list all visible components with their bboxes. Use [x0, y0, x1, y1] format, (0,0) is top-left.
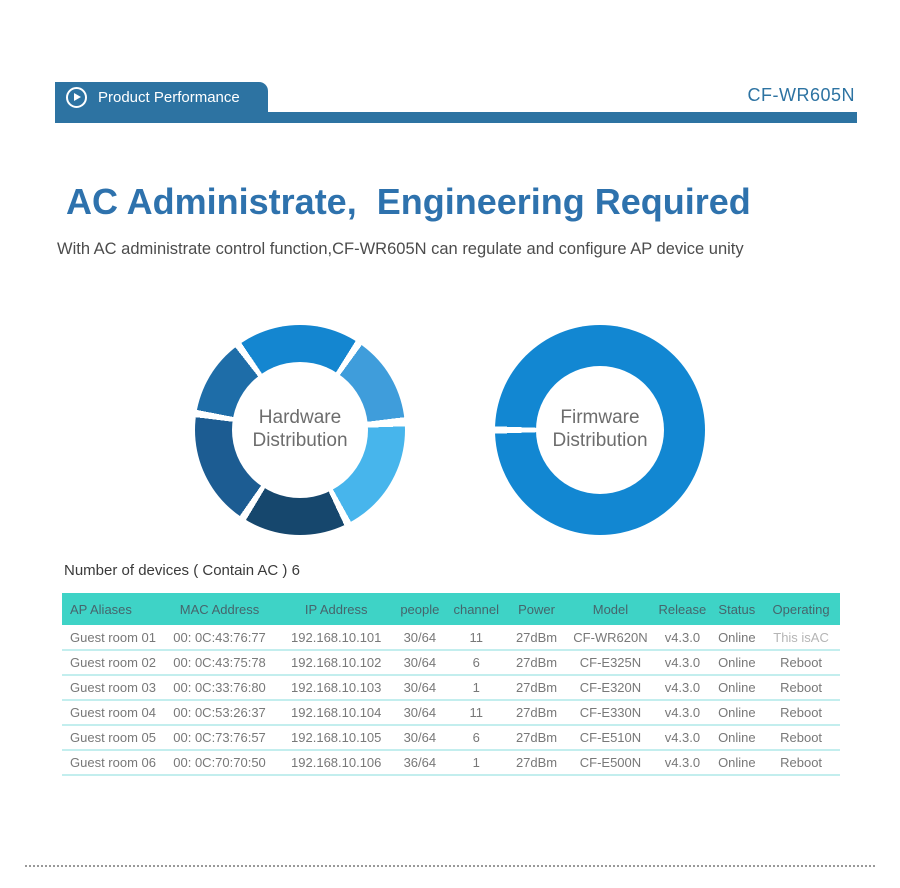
reboot-action[interactable]: Reboot — [762, 750, 840, 775]
table-cell: 00: 0C:43:75:78 — [159, 650, 280, 675]
donut-hole — [536, 366, 664, 494]
table-cell: Online — [712, 650, 763, 675]
table-cell: v4.3.0 — [653, 750, 711, 775]
table-cell: 6 — [447, 725, 505, 750]
table-cell: CF-E330N — [568, 700, 654, 725]
table-cell: 192.168.10.105 — [280, 725, 393, 750]
table-cell: Guest room 05 — [62, 725, 159, 750]
table-cell: 192.168.10.103 — [280, 675, 393, 700]
table-cell: 30/64 — [393, 700, 447, 725]
column-header-operating: Operating — [762, 593, 840, 625]
page-subtitle: With AC administrate control function,CF-WR605N can regulate and configure AP device unity — [57, 240, 744, 258]
play-icon — [66, 87, 87, 108]
firmware-donut-label — [552, 407, 647, 453]
table-cell: 6 — [447, 650, 505, 675]
device-table-section — [62, 562, 840, 776]
table-row — [62, 750, 840, 775]
table-caption: Number of devices ( Contain AC ) 6 — [64, 562, 300, 579]
charts-row — [0, 325, 900, 535]
dotted-divider — [25, 865, 875, 867]
table-cell: 30/64 — [393, 625, 447, 650]
table-cell: 27dBm — [505, 700, 567, 725]
table-cell: Guest room 06 — [62, 750, 159, 775]
firmware-distribution-donut — [495, 325, 705, 535]
table-cell: 00: 0C:43:76:77 — [159, 625, 280, 650]
donut-label-line2: Distribution — [552, 430, 648, 451]
table-cell: v4.3.0 — [653, 625, 711, 650]
table-cell: Online — [712, 625, 763, 650]
table-cell: 00: 0C:70:70:50 — [159, 750, 280, 775]
table-cell: 11 — [447, 700, 505, 725]
table-cell: Online — [712, 700, 763, 725]
reboot-action[interactable]: Reboot — [762, 700, 840, 725]
table-cell: 00: 0C:53:26:37 — [159, 700, 280, 725]
donut-label-line2: Distribution — [252, 430, 348, 451]
table-row — [62, 675, 840, 700]
column-header-release: Release — [653, 593, 711, 625]
table-cell: Guest room 02 — [62, 650, 159, 675]
table-row — [62, 650, 840, 675]
column-header-mac-address: MAC Address — [159, 593, 280, 625]
table-cell: 00: 0C:33:76:80 — [159, 675, 280, 700]
table-cell: CF-WR620N — [568, 625, 654, 650]
hardware-distribution-donut — [195, 325, 405, 535]
reboot-action[interactable]: Reboot — [762, 725, 840, 750]
table-cell: v4.3.0 — [653, 700, 711, 725]
table-cell: Online — [712, 725, 763, 750]
table-row — [62, 700, 840, 725]
table-cell: 27dBm — [505, 675, 567, 700]
table-cell: Guest room 04 — [62, 700, 159, 725]
table-cell: 27dBm — [505, 650, 567, 675]
page-header — [55, 82, 857, 123]
table-cell: 1 — [447, 675, 505, 700]
table-cell: CF-E325N — [568, 650, 654, 675]
page-title: AC Administrate, Engineering Required — [66, 181, 751, 222]
table-header-row — [62, 593, 840, 625]
table-row — [62, 725, 840, 750]
reboot-action[interactable]: Reboot — [762, 650, 840, 675]
table-cell: 1 — [447, 750, 505, 775]
product-code: CF-WR605N — [747, 85, 855, 105]
table-row — [62, 625, 840, 650]
table-cell: 27dBm — [505, 725, 567, 750]
table-cell: 36/64 — [393, 750, 447, 775]
table-cell: Online — [712, 675, 763, 700]
table-cell: 27dBm — [505, 625, 567, 650]
donut-label-line1: Hardware — [258, 407, 342, 429]
table-cell: v4.3.0 — [653, 675, 711, 700]
donut-label-line1: Firmware — [560, 407, 640, 429]
column-header-people: people — [393, 593, 447, 625]
column-header-channel: channel — [447, 593, 505, 625]
table-cell: v4.3.0 — [653, 650, 711, 675]
column-header-power: Power — [505, 593, 567, 625]
column-header-model: Model — [568, 593, 654, 625]
section-badge-label: Product Performance — [98, 89, 240, 106]
device-table — [62, 593, 840, 776]
section-badge — [55, 82, 268, 113]
column-header-status: Status — [712, 593, 763, 625]
table-cell: Guest room 01 — [62, 625, 159, 650]
donut-hole — [232, 362, 368, 498]
table-cell: 192.168.10.102 — [280, 650, 393, 675]
table-cell: 30/64 — [393, 650, 447, 675]
table-cell: CF-E510N — [568, 725, 654, 750]
table-cell: 192.168.10.101 — [280, 625, 393, 650]
table-cell: Online — [712, 750, 763, 775]
hardware-donut-label — [252, 407, 347, 453]
table-cell: 192.168.10.106 — [280, 750, 393, 775]
table-cell: CF-E320N — [568, 675, 654, 700]
table-cell: This isAC — [762, 625, 840, 650]
table-cell: Guest room 03 — [62, 675, 159, 700]
reboot-action[interactable]: Reboot — [762, 675, 840, 700]
table-cell: 11 — [447, 625, 505, 650]
table-cell: 30/64 — [393, 675, 447, 700]
column-header-ap-aliases: AP Aliases — [62, 593, 159, 625]
table-cell: 00: 0C:73:76:57 — [159, 725, 280, 750]
table-cell: CF-E500N — [568, 750, 654, 775]
table-cell: 27dBm — [505, 750, 567, 775]
header-bar — [55, 112, 857, 123]
device-table-body — [62, 625, 840, 775]
table-cell: 192.168.10.104 — [280, 700, 393, 725]
table-cell: v4.3.0 — [653, 725, 711, 750]
column-header-ip-address: IP Address — [280, 593, 393, 625]
table-cell: 30/64 — [393, 725, 447, 750]
